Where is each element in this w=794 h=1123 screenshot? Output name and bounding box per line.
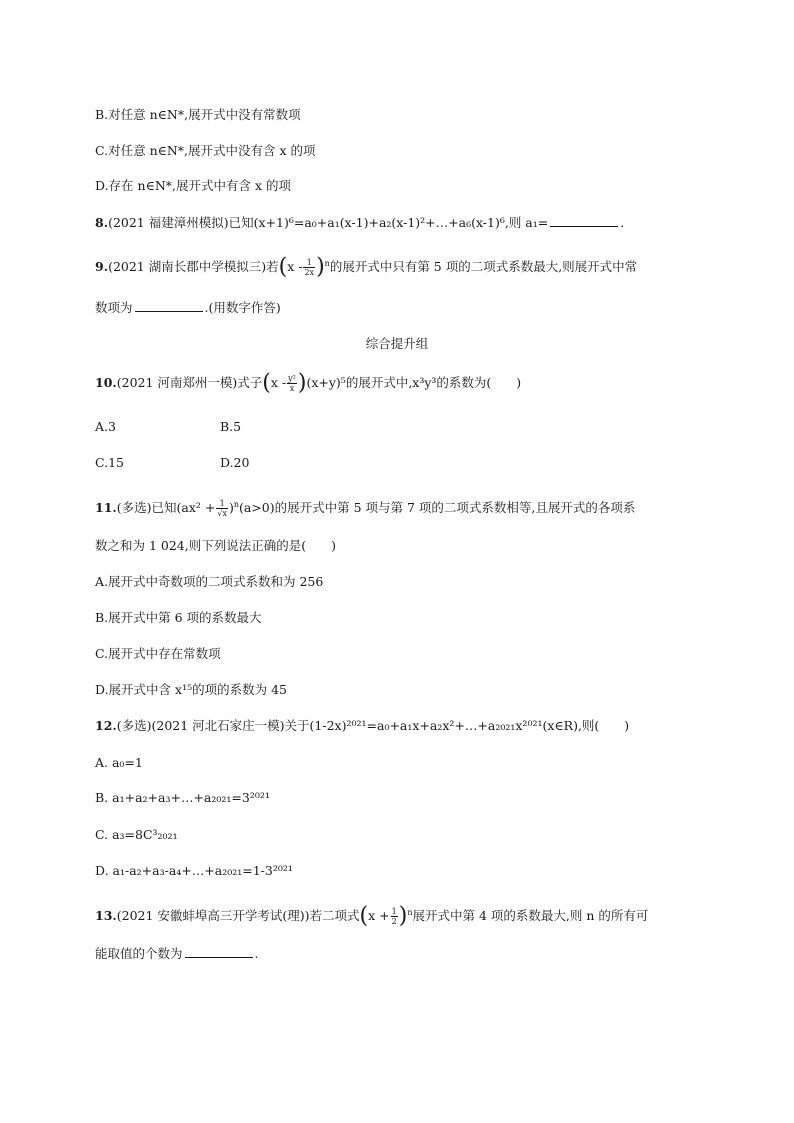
fraction bbox=[391, 907, 398, 926]
q12-option-b: B. a₁+a₂+a₃+…+a₂₀₂₁=3²⁰²¹ bbox=[95, 790, 270, 805]
q12-option-c: C. a₃=8C³₂₀₂₁ bbox=[95, 827, 178, 842]
left-paren: ( bbox=[278, 254, 288, 280]
question-text: (2021 湖南长郡中学模拟三)若 bbox=[108, 259, 279, 275]
exponent: n bbox=[407, 908, 413, 917]
question-number: 12. bbox=[95, 718, 117, 733]
question-13-line2 bbox=[95, 945, 259, 963]
question-11-line2: 数之和为 1 024,则下列说法正确的是( ) bbox=[95, 538, 336, 553]
expression: x - bbox=[287, 259, 303, 275]
fraction bbox=[216, 499, 228, 518]
question-11 bbox=[95, 496, 635, 518]
question-number: 9. bbox=[95, 259, 109, 275]
question-text-cont: 的展开式中只有第 5 项的二项式系数最大,则展开式中常 bbox=[329, 259, 638, 275]
question-number: 13. bbox=[95, 908, 117, 924]
question-text: (多选)已知(ax² + bbox=[116, 500, 216, 516]
fraction-denominator: x bbox=[289, 384, 295, 393]
right-paren: ) bbox=[316, 254, 325, 280]
question-text-tail: . bbox=[254, 946, 259, 961]
left-paren: ( bbox=[262, 370, 271, 396]
question-13 bbox=[95, 903, 649, 929]
fraction-denominator: 2 bbox=[391, 917, 397, 927]
q7-option-b: B.对任意 n∈N*,展开式中没有常数项 bbox=[95, 107, 301, 122]
left-paren: ( bbox=[359, 903, 369, 929]
right-paren: ) bbox=[297, 370, 307, 396]
q7-option-c: C.对任意 n∈N*,展开式中没有含 x 的项 bbox=[95, 143, 316, 158]
question-text: (多选)(2021 河北石家庄一模)关于(1-2x)²⁰²¹=a₀+a₁x+a₂x²+…+a₂₀₂₁x²⁰²¹(x∈R),则( ) bbox=[116, 718, 630, 733]
q11-option-c: C.展开式中存在常数项 bbox=[95, 646, 221, 661]
question-10 bbox=[95, 370, 522, 396]
question-text-cont: 展开式中第 4 项的系数最大,则 n 的所有可 bbox=[412, 908, 649, 924]
question-text-cont: (a>0)的展开式中第 5 项与第 7 项的二项式系数相等,且展开式的各项系 bbox=[239, 500, 636, 516]
expression: x - bbox=[270, 375, 287, 390]
question-12 bbox=[95, 717, 629, 735]
question-text: (2021 福建漳州模拟)已知(x+1)⁶=a₀+a₁(x-1)+a₂(x-1)²+…+a₆(x-1)⁶,则 a₁= bbox=[108, 215, 549, 230]
q10-option-d: D.20 bbox=[220, 455, 250, 470]
q11-option-a: A.展开式中奇数项的二项式系数和为 256 bbox=[95, 574, 324, 589]
q10-option-b: B.5 bbox=[220, 419, 242, 434]
fraction-denominator: √x bbox=[217, 509, 227, 519]
q11-option-d: D.展开式中含 x¹⁵的项的系数为 45 bbox=[95, 682, 287, 697]
q10-option-c: C.15 bbox=[95, 455, 124, 470]
question-text: 能取值的个数为 bbox=[95, 946, 183, 961]
question-text-cont: (x+y)⁵的展开式中,x³y³的系数为( ) bbox=[306, 375, 522, 390]
q12-option-a: A. a₀=1 bbox=[95, 755, 143, 770]
answer-blank[interactable] bbox=[550, 214, 618, 227]
fraction-numerator: y² bbox=[288, 374, 296, 383]
question-number: 10. bbox=[95, 375, 117, 390]
exponent: n bbox=[233, 500, 239, 509]
fraction bbox=[287, 374, 297, 393]
expression: x + bbox=[368, 908, 390, 924]
question-9-line2 bbox=[95, 299, 281, 317]
right-paren: ) bbox=[228, 500, 234, 516]
question-text: 数项为 bbox=[95, 300, 133, 315]
question-number: 11. bbox=[95, 500, 117, 516]
exponent: n bbox=[324, 259, 330, 268]
question-text-tail: .(用数字作答) bbox=[204, 300, 281, 315]
section-heading: 综合提升组 bbox=[365, 336, 429, 351]
fraction-denominator: 2x bbox=[304, 268, 315, 278]
fraction-numerator: 1 bbox=[303, 258, 315, 268]
question-9 bbox=[95, 254, 638, 280]
question-8 bbox=[95, 214, 624, 232]
question-tail: . bbox=[620, 215, 625, 230]
q12-option-d: D. a₁-a₂+a₃-a₄+…+a₂₀₂₁=1-3²⁰²¹ bbox=[95, 863, 293, 878]
question-text: (2021 河南郑州一模)式子 bbox=[116, 375, 263, 390]
fraction-numerator: 1 bbox=[216, 499, 228, 509]
q7-option-d: D.存在 n∈N*,展开式中有含 x 的项 bbox=[95, 178, 291, 193]
q11-option-b: B.展开式中第 6 项的系数最大 bbox=[95, 610, 262, 625]
right-paren: ) bbox=[398, 903, 408, 929]
q10-option-a: A.3 bbox=[95, 419, 116, 434]
answer-blank[interactable] bbox=[185, 945, 253, 958]
question-number: 8. bbox=[95, 215, 109, 230]
question-text: (2021 安徽蚌埠高三开学考试(理))若二项式 bbox=[116, 908, 360, 924]
fraction bbox=[303, 258, 315, 277]
answer-blank[interactable] bbox=[135, 299, 203, 312]
fraction-numerator: 1 bbox=[391, 907, 397, 917]
